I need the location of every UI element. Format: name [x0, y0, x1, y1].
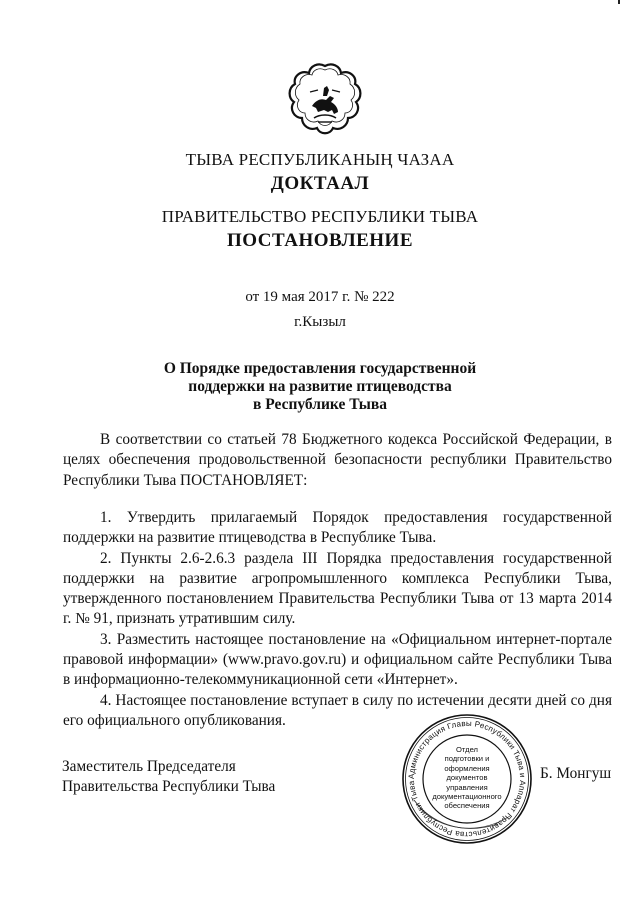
decree-city: г.Кызыл [294, 314, 346, 330]
stamp-line: управления [446, 782, 488, 792]
tuvan-decree-heading: ДОКТААЛ [270, 173, 370, 194]
tuva-emblem-icon [288, 62, 362, 138]
decree-title-line: О Порядке предоставления государственной [163, 360, 477, 377]
decree-item: 1. Утвердить прилагаемый Порядок предоставления государственной поддержки на развитие птицеводства в Республике Тыва. [63, 509, 612, 547]
decree-item: 2. Пункты 2.6-2.6.3 раздела III Порядка предоставления государственной поддержки на развитие агропромышленного комплекса Республики Тыва, утвержденного постановлением Правительства Республики Тыва от 13 марта 2014 г. № 91, признать утратившим силу. [63, 549, 612, 628]
stamp-ring-text: Администрация Главы Республики Тыва и Аппарат Правительства Республики Тыва [406, 718, 528, 840]
stamp-line: оформления документов [444, 763, 490, 783]
preamble [63, 430, 612, 491]
signatory-position-line: Заместитель Председателя [62, 758, 236, 775]
decree-item: 3. Разместить настоящее постановление на «Официальном интернет-портале правовой информации» (www.pravo.gov.ru) и официальном сайте Республики Тыва в информационно-телекоммуникационной сети «Интернет». [63, 630, 612, 689]
stamp-line: Отдел [456, 745, 478, 754]
stamp-line: обеспечения [444, 801, 490, 811]
decree-title-line: поддержки на развитие птицеводства [188, 378, 452, 395]
stamp-line: документационного [432, 792, 502, 802]
russian-decree-heading: ПОСТАНОВЛЕНИЕ [226, 230, 414, 251]
decree-date-number: от 19 мая 2017 г. № 222 [245, 289, 395, 305]
stamp-center-text [432, 745, 502, 811]
signatory-position-line: Правительства Республики Тыва [62, 778, 276, 795]
scan-mark [618, 0, 624, 4]
decree-items [63, 508, 612, 731]
russian-government-heading: ПРАВИТЕЛЬСТВО РЕСПУБЛИКИ ТЫВА [161, 207, 479, 226]
tuvan-government-heading: ТЫВА РЕСПУБЛИКАНЫҢ ЧАЗАА [185, 150, 455, 169]
signatory-name: Б. Монгуш [540, 765, 612, 782]
signatory-position [62, 757, 275, 797]
stamp-line: подготовки и [444, 754, 490, 764]
decree-title [0, 360, 640, 414]
decree-title-line: в Республике Тыва [252, 396, 387, 413]
preamble-text: В соответствии со статьей 78 Бюджетного кодекса Российской Федерации, в целях обеспечения продовольственной безопасности республики Правительство Республики Тыва ПОСТАНОВЛЯЕТ: [63, 431, 612, 489]
decree-item: 4. Настоящее постановление вступает в силу по истечении десяти дней со дня его официального опубликования. [63, 691, 612, 729]
